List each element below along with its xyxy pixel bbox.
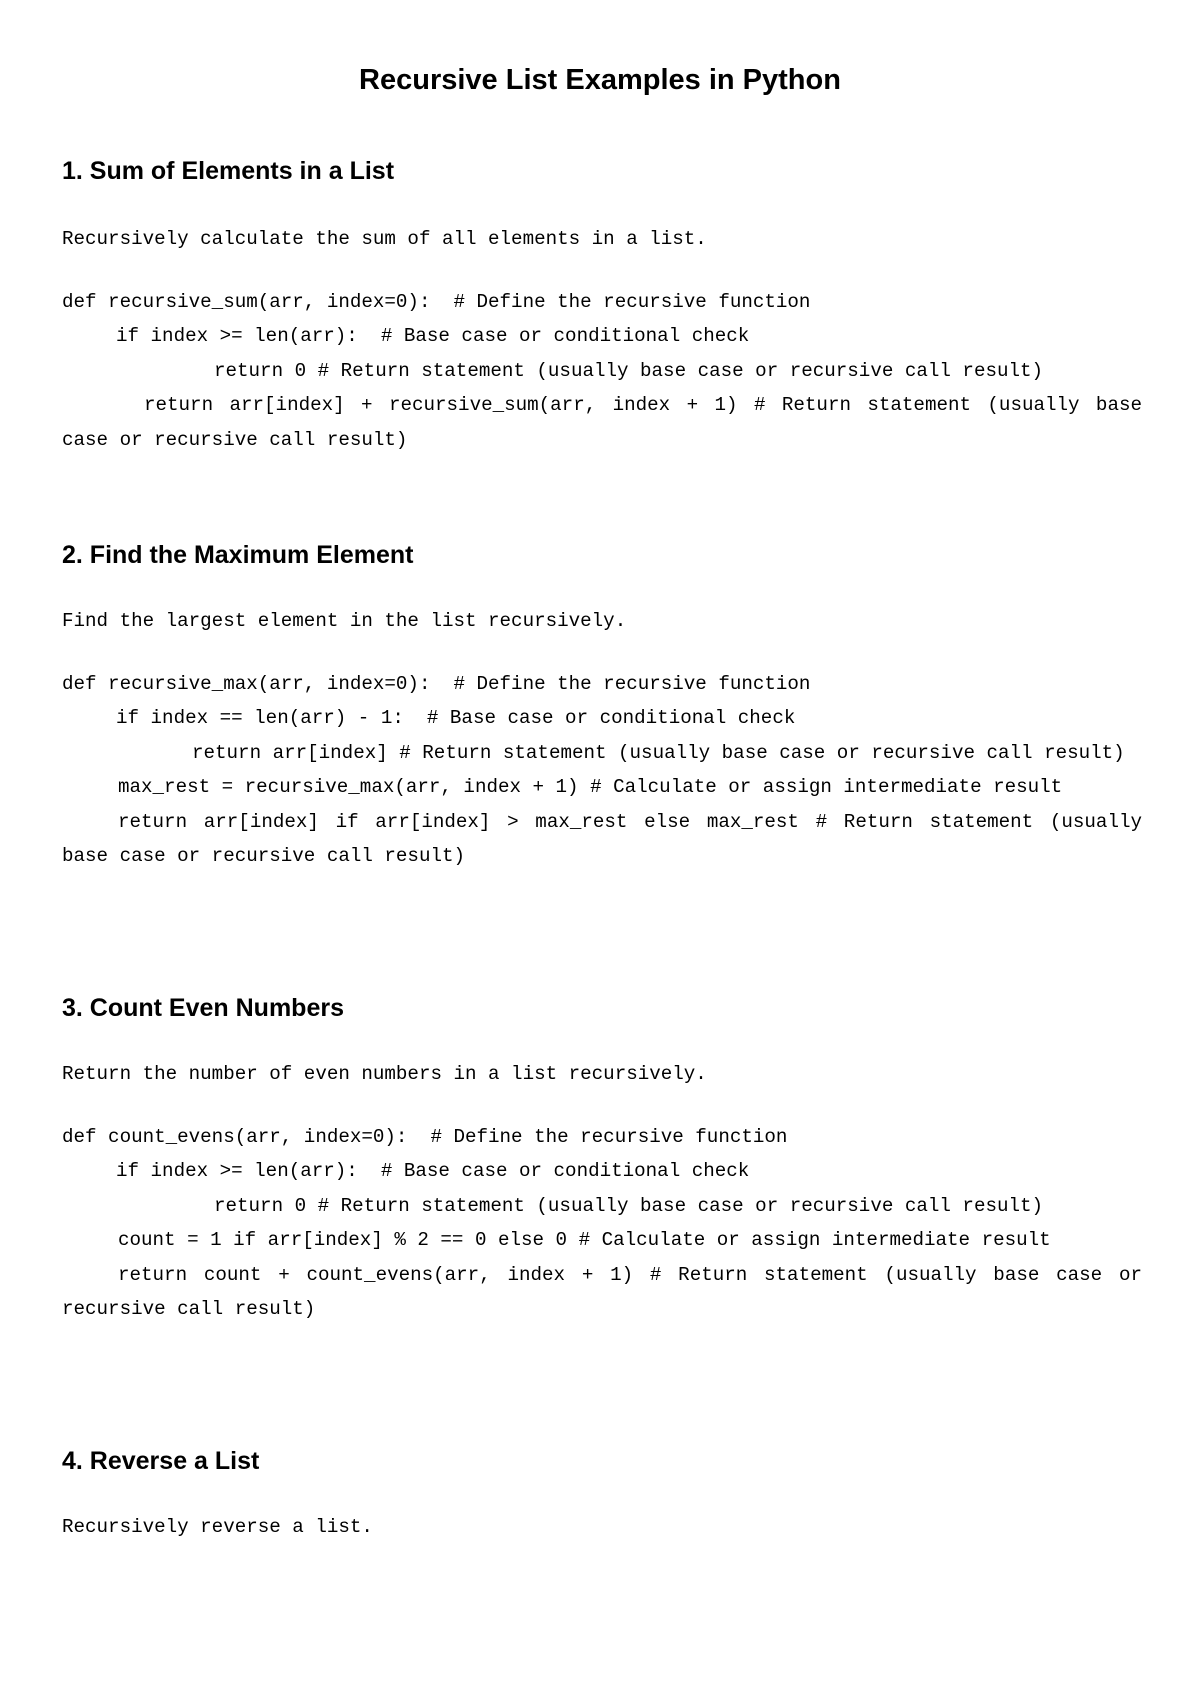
code-line: return 0 # Return statement (usually base case or recursive call result) [214,1194,1044,1217]
code-line: def recursive_sum(arr, index=0): # Define the recursive function [62,291,811,313]
code-line: return 0 # Return statement (usually base case or recursive call result) [214,359,1044,382]
code-line: if index == len(arr) - 1: # Base case or conditional check [116,707,796,730]
section-description: Recursively reverse a list. [62,1516,373,1538]
code-block [62,667,1142,873]
section-sum [62,155,1142,457]
section-count-evens [62,992,1142,1326]
section-heading: 2. Find the Maximum Element [62,541,414,569]
section-heading: 4. Reverse a List [62,1447,260,1475]
section-reverse [62,1445,1142,1544]
code-line: if index >= len(arr): # Base case or conditional check [116,325,750,348]
section-description: Return the number of even numbers in a list recursively. [62,1063,707,1085]
code-line: max_rest = recursive_max(arr, index + 1) # Calculate or assign intermediate result [118,776,1063,799]
section-heading: 1. Sum of Elements in a List [62,157,395,185]
page-title: Recursive List Examples in Python [359,64,841,96]
code-block [62,1120,1142,1326]
section-description: Recursively calculate the sum of all elements in a list. [62,228,707,250]
section-max [62,539,1142,873]
code-line: def count_evens(arr, index=0): # Define the recursive function [62,1126,788,1148]
code-line: return arr[index] # Return statement (usually base case or recursive call result) [192,741,1125,764]
code-line: if index >= len(arr): # Base case or conditional check [116,1160,750,1183]
code-block [62,285,1142,457]
code-line: count = 1 if arr[index] % 2 == 0 else 0 # Calculate or assign intermediate result [118,1229,1051,1252]
code-line: return arr[index] if arr[index] > max_rest else max_rest # Return statement (usually base case or recursive call result) [62,810,1142,868]
section-description: Find the largest element in the list recursively. [62,610,627,632]
section-heading: 3. Count Even Numbers [62,994,344,1022]
code-line: return count + count_evens(arr, index + 1) # Return statement (usually base case or recursive call result) [62,1263,1142,1321]
code-line: def recursive_max(arr, index=0): # Define the recursive function [62,673,811,695]
code-line: return arr[index] + recursive_sum(arr, index + 1) # Return statement (usually base case or recursive call result) [62,394,1142,451]
